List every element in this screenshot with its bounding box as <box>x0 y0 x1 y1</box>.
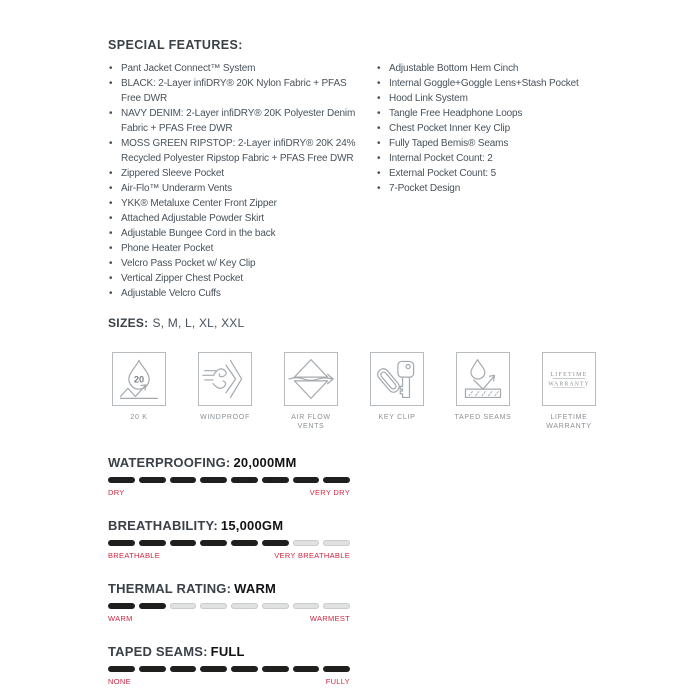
icon-label-air-flow-vents: AIR FLOW VENTS <box>291 414 331 430</box>
bar-segment <box>108 603 135 609</box>
rating-value: 15,000GM <box>220 518 284 533</box>
ratings-section <box>108 455 350 686</box>
icon-label-taped-seams: TAPED SEAMS <box>454 414 512 421</box>
feature-item: • 7-Pocket Design <box>376 181 596 196</box>
scale-min-label: NONE <box>108 677 131 686</box>
rating-heading <box>108 518 350 533</box>
bar-segment <box>139 666 166 672</box>
bar-segment <box>293 666 320 672</box>
rating-label: THERMAL RATING: <box>108 581 232 596</box>
rating-scale-labels <box>108 551 350 560</box>
bar-segment <box>139 477 166 483</box>
bar-segment <box>323 666 350 672</box>
icon-box <box>456 352 510 406</box>
rating-bar <box>108 666 350 672</box>
feature-item: • Hood Link System <box>376 91 596 106</box>
feature-item: • YKK® Metaluxe Center Front Zipper <box>108 196 366 211</box>
feature-item: • Phone Heater Pocket <box>108 241 366 256</box>
feature-item: • BLACK: 2-Layer infiDRY® 20K Nylon Fabric + PFAS Free DWR <box>108 76 366 106</box>
feature-item: • Adjustable Velcro Cuffs <box>108 286 366 301</box>
rating-waterproofing <box>108 455 350 497</box>
feature-icons-row <box>108 352 600 431</box>
feature-item: • Pant Jacket Connect™ System <box>108 61 366 76</box>
feature-item: • Attached Adjustable Powder Skirt <box>108 211 366 226</box>
rating-heading <box>108 644 350 659</box>
rating-label: TAPED SEAMS: <box>108 644 208 659</box>
feature-item: • Internal Goggle+Goggle Lens+Stash Pocket <box>376 76 596 91</box>
bar-segment <box>323 540 350 546</box>
svg-text:LIFETIME: LIFETIME <box>550 372 588 379</box>
feature-item: • Adjustable Bottom Hem Cinch <box>376 61 596 76</box>
rating-label: BREATHABILITY: <box>108 518 218 533</box>
feature-item: • MOSS GREEN RIPSTOP: 2-Layer infiDRY® 20K 24% Recycled Polyester Ripstop Fabric + PFAS Free DWR <box>108 136 366 166</box>
scale-max-label: WARMEST <box>309 614 350 623</box>
bar-segment <box>231 666 258 672</box>
feature-columns <box>108 61 700 301</box>
bar-segment <box>231 603 258 609</box>
bar-segment <box>170 603 197 609</box>
bar-segment <box>293 540 320 546</box>
icon-box <box>370 352 424 406</box>
bar-segment <box>108 540 135 546</box>
bar-segment <box>170 666 197 672</box>
icon-cell-windproof <box>194 352 256 431</box>
feature-item: • Adjustable Bungee Cord in the back <box>108 226 366 241</box>
bar-segment <box>200 603 227 609</box>
special-features-title: SPECIAL FEATURES: <box>108 38 243 52</box>
bar-segment <box>323 477 350 483</box>
rating-value: FULL <box>210 644 245 659</box>
scale-min-label: WARM <box>108 614 133 623</box>
lifetime-warranty-icon <box>545 355 593 403</box>
bar-segment <box>170 540 197 546</box>
taped-seams-icon <box>459 355 507 403</box>
icon-cell-20k <box>108 352 170 431</box>
icon-box <box>542 352 596 406</box>
scale-min-label: DRY <box>108 488 125 497</box>
rating-bar <box>108 603 350 609</box>
scale-max-label: FULLY <box>325 677 350 686</box>
rating-thermal <box>108 581 350 623</box>
rating-label: WATERPROOFING: <box>108 455 231 470</box>
feature-item: • Velcro Pass Pocket w/ Key Clip <box>108 256 366 271</box>
bar-segment <box>293 477 320 483</box>
bar-segment <box>139 540 166 546</box>
features-left-list <box>108 61 366 301</box>
bar-segment <box>323 603 350 609</box>
feature-item: • NAVY DENIM: 2-Layer infiDRY® 20K Polyester Denim Fabric + PFAS Free DWR <box>108 106 366 136</box>
icon-label-key-clip: KEY CLIP <box>378 414 416 421</box>
rating-taped-seams <box>108 644 350 686</box>
icon-cell-taped-seams <box>452 352 514 431</box>
rating-scale-labels <box>108 677 350 686</box>
rating-bar <box>108 477 350 483</box>
icon-cell-key-clip <box>366 352 428 431</box>
bar-segment <box>200 666 227 672</box>
bar-segment <box>108 666 135 672</box>
bar-segment <box>200 540 227 546</box>
icon-cell-lifetime-warranty <box>538 352 600 431</box>
sizes-value: S, M, L, XL, XXL <box>152 316 245 330</box>
bar-segment <box>262 603 289 609</box>
icon-cell-air-flow-vents <box>280 352 342 431</box>
windproof-icon <box>201 355 249 403</box>
rating-value: WARM <box>234 581 277 596</box>
svg-text:WARRANTY: WARRANTY <box>548 381 590 388</box>
feature-item: • Chest Pocket Inner Key Clip <box>376 121 596 136</box>
air-flow-vents-icon <box>287 355 335 403</box>
icon-label-20k: 20 K <box>130 414 148 421</box>
rating-bar <box>108 540 350 546</box>
bar-segment <box>262 540 289 546</box>
svg-text:20: 20 <box>133 374 145 385</box>
features-right-list <box>376 61 596 301</box>
bar-segment <box>262 477 289 483</box>
rating-heading <box>108 455 350 470</box>
icon-box <box>198 352 252 406</box>
rating-breathability <box>108 518 350 560</box>
icon-box <box>112 352 166 406</box>
icon-label-windproof: WINDPROOF <box>200 414 250 421</box>
feature-item: • External Pocket Count: 5 <box>376 166 596 181</box>
rating-scale-labels <box>108 614 350 623</box>
feature-item: • Tangle Free Headphone Loops <box>376 106 596 121</box>
bar-segment <box>108 477 135 483</box>
bar-segment <box>293 603 320 609</box>
feature-item: • Zippered Sleeve Pocket <box>108 166 366 181</box>
key-clip-icon <box>373 355 421 403</box>
rating-value: 20,000MM <box>233 455 297 470</box>
feature-item: • Air-Flo™ Underarm Vents <box>108 181 366 196</box>
icon-label-lifetime-warranty: LIFETIME WARRANTY <box>546 414 592 430</box>
rating-heading <box>108 581 350 596</box>
sizes-label: SIZES: <box>108 316 149 330</box>
sizes-row <box>108 316 700 330</box>
bar-segment <box>231 540 258 546</box>
scale-max-label: VERY DRY <box>309 488 350 497</box>
bar-segment <box>231 477 258 483</box>
bar-segment <box>200 477 227 483</box>
scale-max-label: VERY BREATHABLE <box>274 551 350 560</box>
waterproof-20k-icon <box>115 355 163 403</box>
scale-min-label: BREATHABLE <box>108 551 161 560</box>
feature-item: • Fully Taped Bemis® Seams <box>376 136 596 151</box>
rating-scale-labels <box>108 488 350 497</box>
feature-item: • Vertical Zipper Chest Pocket <box>108 271 366 286</box>
icon-box <box>284 352 338 406</box>
feature-item: • Internal Pocket Count: 2 <box>376 151 596 166</box>
bar-segment <box>139 603 166 609</box>
special-features-section <box>108 38 700 301</box>
bar-segment <box>170 477 197 483</box>
bar-segment <box>262 666 289 672</box>
